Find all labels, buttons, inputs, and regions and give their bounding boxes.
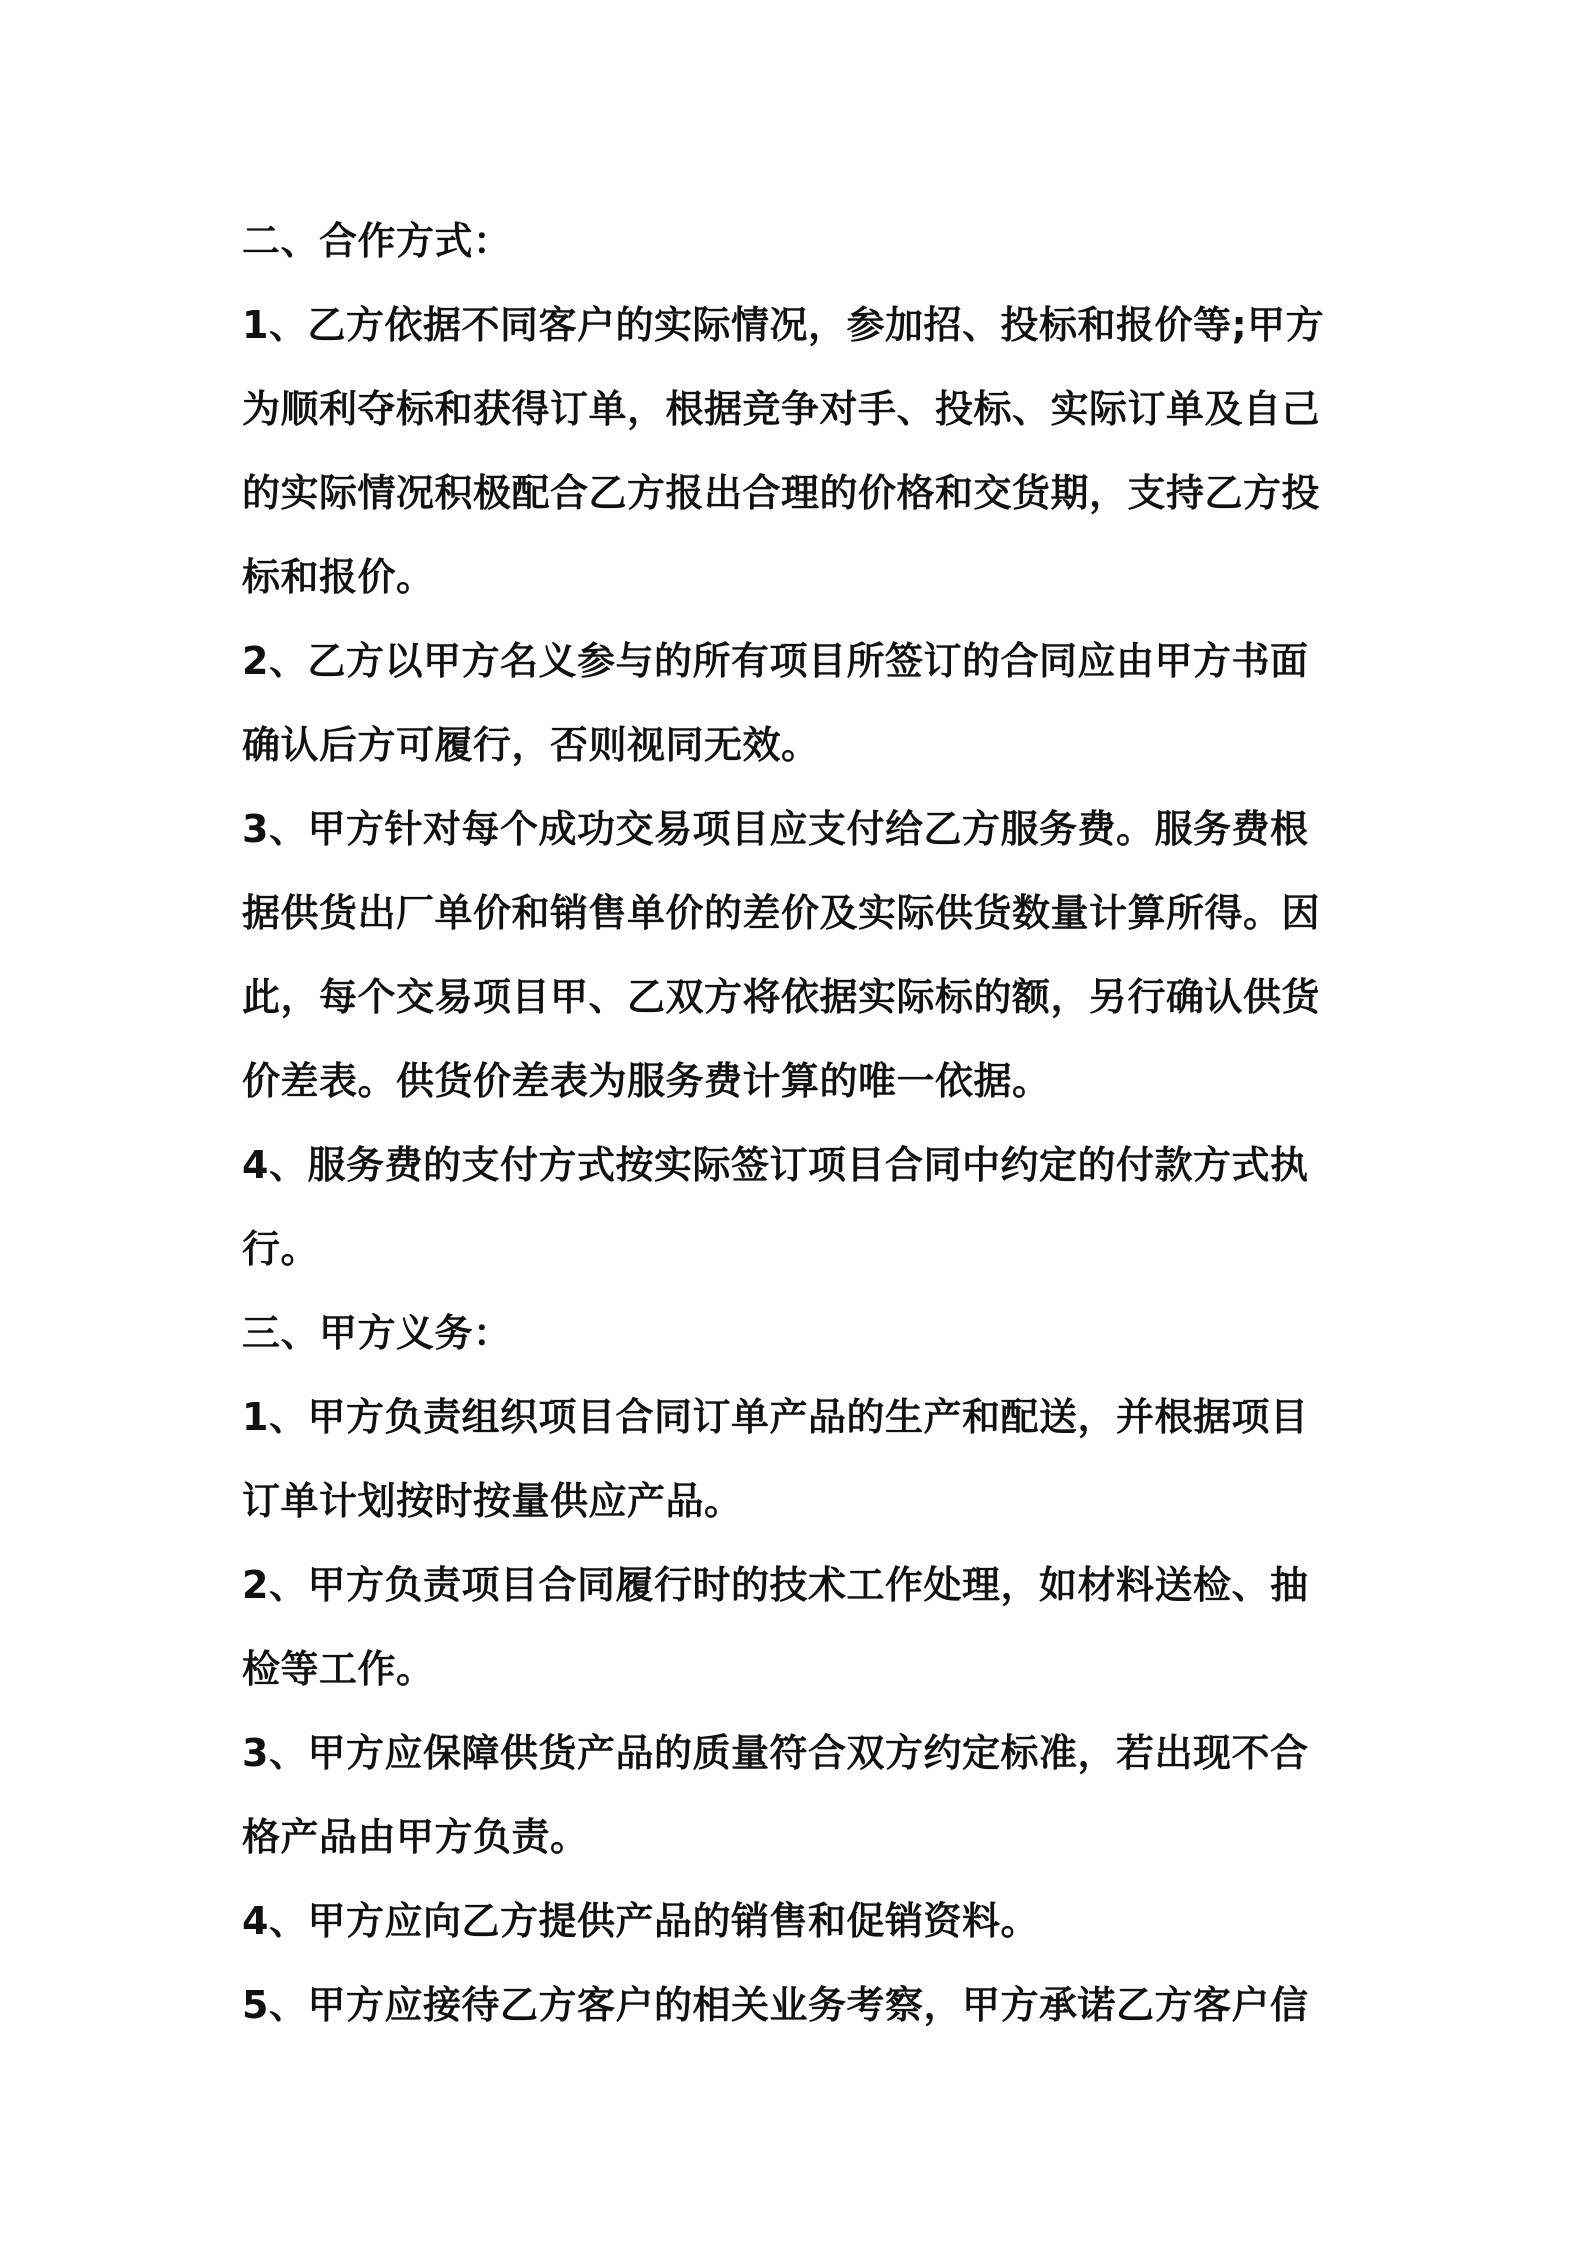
text-line: 价差表。供货价差表为服务费计算的唯一依据。 [242,1059,1051,1103]
text-line: 确认后方可履行，否则视同无效。 [242,723,820,767]
text-line: 4、服务费的支付方式按实际签订项目合同中约定的付款方式执 [242,1143,1309,1187]
text-line: 格产品由甲方负责。 [242,1815,589,1859]
text-line: 1、乙方依据不同客户的实际情况，参加招、投标和报价等;甲方 [242,303,1325,347]
text-line: 行。 [242,1227,320,1271]
document-body [242,199,1354,2047]
section-heading-party-a-obligations: 三、甲方义务： [242,1311,512,1355]
text-line: 的实际情况积极配合乙方报出合理的价格和交货期，支持乙方投 [242,471,1321,515]
text-line: 5、甲方应接待乙方客户的相关业务考察，甲方承诺乙方客户信 [242,1983,1309,2027]
text-line: 1、甲方负责组织项目合同订单产品的生产和配送，并根据项目 [242,1395,1309,1439]
text-line: 3、甲方应保障供货产品的质量符合双方约定标准，若出现不合 [242,1731,1309,1775]
section-heading-cooperation: 二、合作方式： [242,219,512,263]
text-line: 检等工作。 [242,1647,435,1691]
text-line: 据供货出厂单价和销售单价的差价及实际供货数量计算所得。因 [242,891,1321,935]
text-line: 订单计划按时按量供应产品。 [242,1479,743,1523]
text-line: 4、甲方应向乙方提供产品的销售和促销资料。 [242,1899,1039,1943]
text-line: 此，每个交易项目甲、乙双方将依据实际标的额，另行确认供货 [242,975,1321,1019]
text-line: 为顺利夺标和获得订单，根据竞争对手、投标、实际订单及自己 [242,387,1321,431]
text-line: 标和报价。 [242,555,435,599]
text-line: 2、乙方以甲方名义参与的所有项目所签订的合同应由甲方书面 [242,639,1309,683]
text-line: 2、甲方负责项目合同履行时的技术工作处理，如材料送检、抽 [242,1563,1309,1607]
text-line: 3、甲方针对每个成功交易项目应支付给乙方服务费。服务费根 [242,807,1309,851]
